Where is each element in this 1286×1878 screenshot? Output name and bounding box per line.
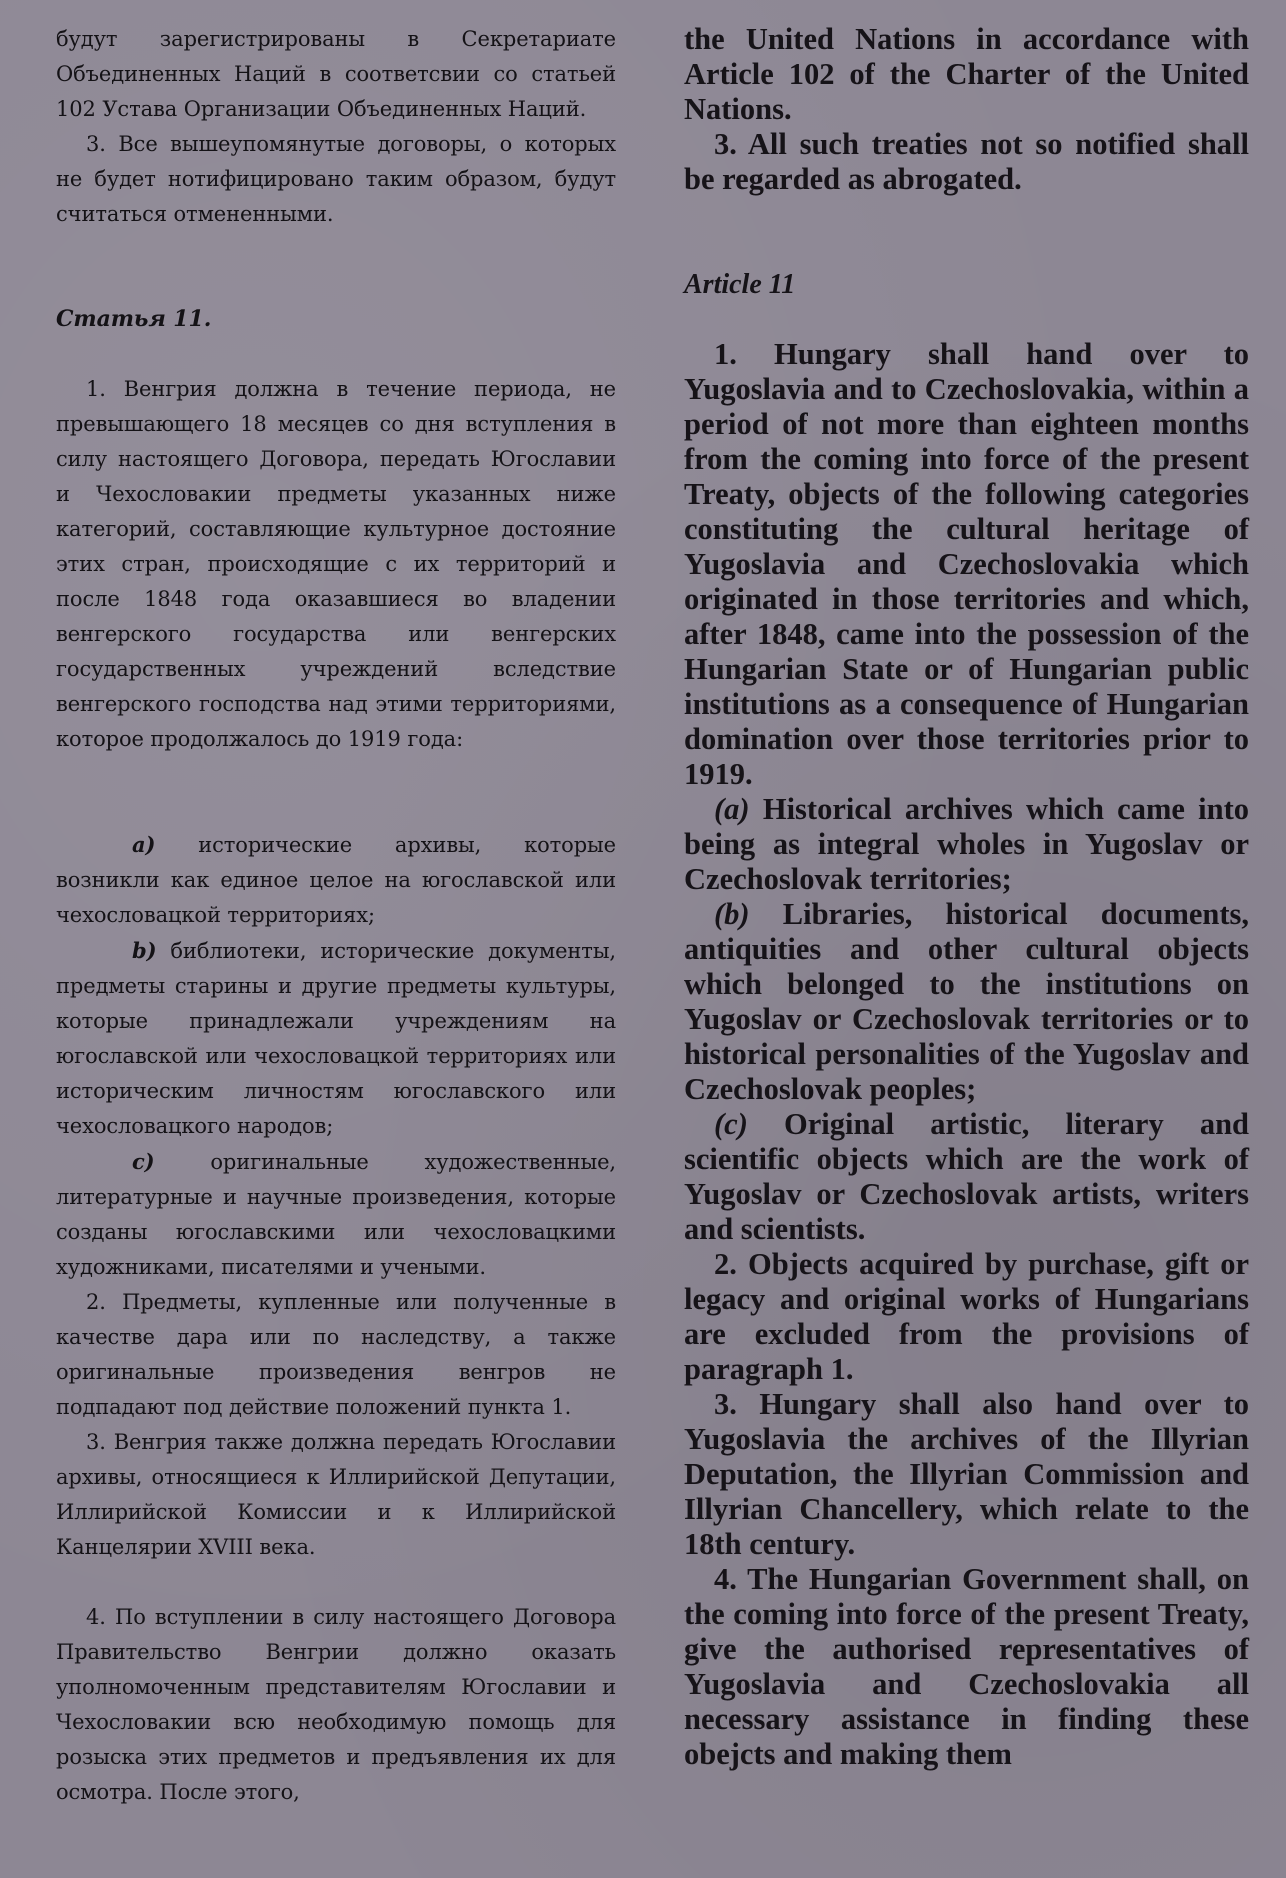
en-intro-paragraph-3: 3. All such treaties not so notified shall be regarded as abrogated. xyxy=(684,127,1249,196)
ru-item-a-text: исторические архивы, которые возникли как единое целое на югославской или чехословацкой территориях; xyxy=(56,833,617,927)
en-item-c-letter: (c) xyxy=(714,1107,748,1141)
ru-item-a-letter: a) xyxy=(132,832,156,857)
english-column xyxy=(684,22,1249,1772)
ru-intro-continuation: будут зарегистрированы в Секретариате Объединенных Наций в соответсвии со статьей 102 Устава Организации Объединенных Наций. xyxy=(56,27,616,121)
ru-item-b-text: библиотеки, исторические документы, предметы старины и другие предметы культуры, которые принадлежали учреждениям на югославской или чехословацкой территориях или историческим личностям югославского или чехословацкого народов; xyxy=(56,939,617,1138)
en-paragraph-4: 4. The Hungarian Government shall, on the coming into force of the present Treaty, give the authorised representatives of Yugoslavia and Czechoslovakia all necessary assistance in finding these obejcts and making them xyxy=(684,1562,1249,1771)
en-item-b xyxy=(684,897,1249,1107)
ru-article-heading: Статья 11. xyxy=(56,306,212,332)
en-item-a-letter: (a) xyxy=(714,792,750,826)
en-item-b-letter: (b) xyxy=(714,897,750,931)
en-intro-continuation: the United Nations in accordance with Article 102 of the Charter of the United Nations. xyxy=(684,22,1249,126)
en-item-c xyxy=(684,1107,1249,1247)
ru-item-b-letter: b) xyxy=(132,938,157,963)
en-paragraph-3: 3. Hungary shall also hand over to Yugoslavia the archives of the Illyrian Deputation, the Illyrian Commission and Illyrian Chancellery, which relate to the 18th century. xyxy=(684,1387,1249,1561)
ru-paragraph-3: 3. Венгрия также должна передать Югославии архивы, относящиеся к Иллирийской Депутации, Иллирийской Комиссии и к Иллирийской Канцелярии XVIII века. xyxy=(56,1430,616,1559)
en-item-a xyxy=(684,792,1249,897)
ru-paragraph-4: 4. По вступлении в силу настоящего Договора Правительство Венгрии должно оказать уполномоченным представителям Югославии и Чехословакии всю необходимую помощь для розыска этих предметов и предъявления их для осмотра. После этого, xyxy=(56,1605,616,1804)
en-item-a-text: Historical archives which came into being as integral wholes in Yugoslav or Czechoslovak territories; xyxy=(684,792,1250,896)
ru-intro-paragraph-3: 3. Все вышеупомянутые договоры, о которых не будет нотифицировано таким образом, будут считаться отмененными. xyxy=(56,132,616,226)
ru-item-c-letter: c) xyxy=(132,1149,155,1174)
ru-paragraph-2: 2. Предметы, купленные или полученные в качестве дара или по наследству, а также оригинальные произведения венгров не подпадают под действие положений пункта 1. xyxy=(56,1290,616,1419)
en-item-b-text: Libraries, historical documents, antiquities and other cultural objects which belonged to the institutions on Yugoslav or Czechoslovak territories or to historical personalities of the Yugoslav and Czechoslovak peoples; xyxy=(684,897,1249,1106)
ru-paragraph-1: 1. Венгрия должна в течение периода, не превышающего 18 месяцев со дня вступления в силу настоящего Договора, передать Югославии и Чехословакии предметы указанных ниже категорий, составляющие культурное достояние этих стран, происходящие с их территорий и после 1848 года оказавшиеся во владении венгерского государства или венгерских государственных учреждений вследствие венгерского господства над этими территориями, которое продолжалось до 1919 года: xyxy=(56,377,616,751)
ru-item-b xyxy=(56,933,616,1144)
en-paragraph-2: 2. Objects acquired by purchase, gift or legacy and original works of Hungarians are excluded from the provisions of paragraph 1. xyxy=(684,1247,1249,1386)
ru-item-a xyxy=(56,827,616,933)
en-paragraph-1: 1. Hungary shall hand over to Yugoslavia and to Czechoslovakia, within a period of not more than eighteen months from the coming into force of the present Treaty, objects of the following categories constituting the cultural heritage of Yugoslavia and Czechoslovakia which originated in those territories and which, after 1848, came into the possession of the Hungarian State or of Hungarian public institutions as a consequence of Hungarian domination over those territories prior to 1919. xyxy=(684,337,1249,791)
en-article-heading: Article 11 xyxy=(684,269,796,300)
ru-item-c-text: оригинальные художественные, литературные и научные произведения, которые созданы югославскими или чехословацкими художниками, писателями и учеными. xyxy=(56,1150,617,1279)
en-item-c-text: Original artistic, literary and scientific objects which are the work of Yugoslav or Czechoslovak artists, writers and scientists. xyxy=(684,1107,1250,1246)
ru-item-c xyxy=(56,1144,616,1285)
russian-column xyxy=(56,22,616,1810)
